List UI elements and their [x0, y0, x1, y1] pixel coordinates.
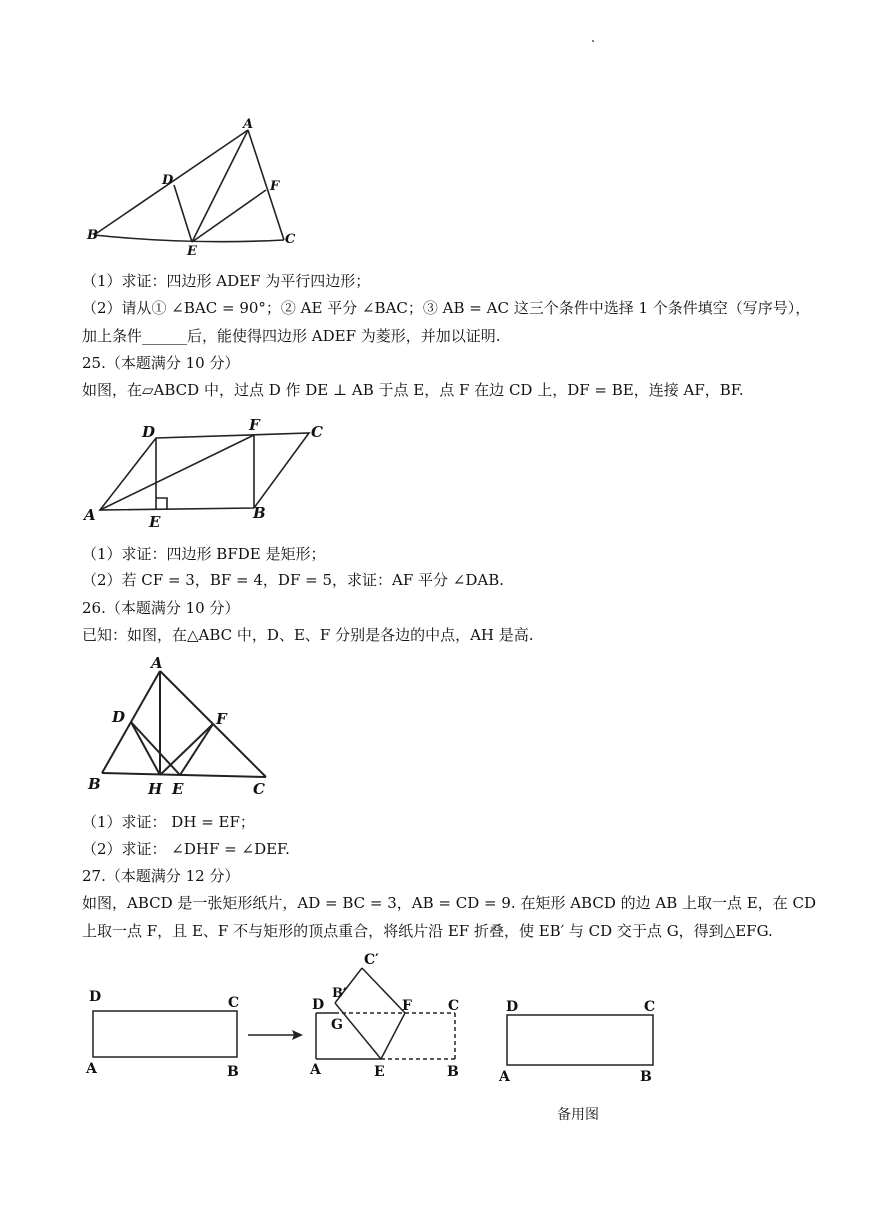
- fig4-mid-label-b-prime: B′: [332, 986, 347, 1001]
- fig3-label-h: H: [148, 780, 163, 798]
- fig1-label-e: E: [187, 244, 197, 259]
- q27-intro-line1: 如图，ABCD 是一张矩形纸片，AD = BC = 3，AB = CD = 9. 在矩形 ABCD 的边 AB 上取一点 E，在 CD: [82, 894, 816, 912]
- q26-header: 26.（本题满分 10 分）: [82, 599, 240, 617]
- q24-part1: （1）求证：四边形 ADEF 为平行四边形；: [82, 272, 371, 290]
- q27-header: 27.（本题满分 12 分）: [82, 867, 240, 885]
- q25-part2: （2）若 CF = 3，BF = 4，DF = 5，求证：AF 平分 ∠DAB.: [82, 571, 505, 589]
- q24-part2: （2）请从① ∠BAC = 90°；② AE 平分 ∠BAC；③ AB = AC 这三个条件中选择 1 个条件填空（写序号），: [82, 299, 811, 317]
- fig3-label-e: E: [172, 780, 184, 798]
- fig1-label-b: B: [87, 228, 98, 243]
- fig1-label-a: A: [243, 117, 254, 132]
- fig2-label-d: D: [142, 423, 156, 441]
- q25-part1: （1）求证：四边形 BFDE 是矩形；: [82, 545, 326, 563]
- fig4-right-label-b: B: [640, 1069, 652, 1085]
- fig1-label-f: F: [270, 179, 280, 194]
- fig3-label-a: A: [151, 654, 163, 672]
- fig4-left-label-a: A: [86, 1061, 97, 1077]
- fig4-mid-label-f: F: [402, 998, 412, 1014]
- fig4-mid-label-c-prime: C′: [364, 952, 379, 968]
- fig4-mid-label-b: B: [447, 1064, 459, 1080]
- fig1-label-d: D: [162, 173, 174, 188]
- fig4-right-label-c: C: [644, 999, 656, 1015]
- fig4-mid-label-c: C: [448, 998, 460, 1014]
- fig4-mid-label-g: G: [331, 1017, 343, 1033]
- fig3-label-b: B: [88, 775, 101, 793]
- fig3-label-d: D: [112, 708, 126, 726]
- q24-part3: 加上条件______后，能使得四边形 ADEF 为菱形，并加以证明.: [82, 327, 501, 345]
- fig3-label-c: C: [253, 780, 265, 798]
- fig2-label-f: F: [249, 416, 260, 434]
- q26-part2: （2）求证： ∠DHF = ∠DEF.: [82, 840, 290, 858]
- fig3-label-f: F: [216, 710, 227, 728]
- backup-figure-caption: 备用图: [557, 1107, 599, 1123]
- fig4-left-label-b: B: [227, 1064, 239, 1080]
- q25-header: 25.（本题满分 10 分）: [82, 354, 240, 372]
- fig4-mid-label-a: A: [310, 1062, 321, 1078]
- q26-part1: （1）求证： DH = EF；: [82, 813, 255, 831]
- fig1-label-c: C: [285, 232, 296, 247]
- q27-intro-line2: 上取一点 F，且 E、F 不与矩形的顶点重合，将纸片沿 EF 折叠，使 EB′ 与 CD 交于点 G，得到△EFG.: [82, 922, 773, 940]
- fig2-label-a: A: [84, 506, 96, 524]
- fig4-mid-label-e: E: [374, 1064, 385, 1080]
- fig2-label-b: B: [253, 504, 266, 522]
- fig4-mid-label-d: D: [312, 997, 325, 1013]
- fig2-label-e: E: [149, 513, 161, 531]
- q25-intro: 如图，在▱ABCD 中，过点 D 作 DE ⊥ AB 于点 E，点 F 在边 CD 上，DF = BE，连接 AF，BF.: [82, 381, 744, 399]
- q26-intro: 已知：如图，在△ABC 中，D、E、F 分别是各边的中点，AH 是高.: [82, 626, 534, 644]
- fig4-right-label-d: D: [506, 999, 519, 1015]
- fig4-left-label-d: D: [89, 989, 102, 1005]
- fig4-right-label-a: A: [499, 1069, 510, 1085]
- fig2-label-c: C: [311, 423, 323, 441]
- fig4-left-label-c: C: [228, 995, 240, 1011]
